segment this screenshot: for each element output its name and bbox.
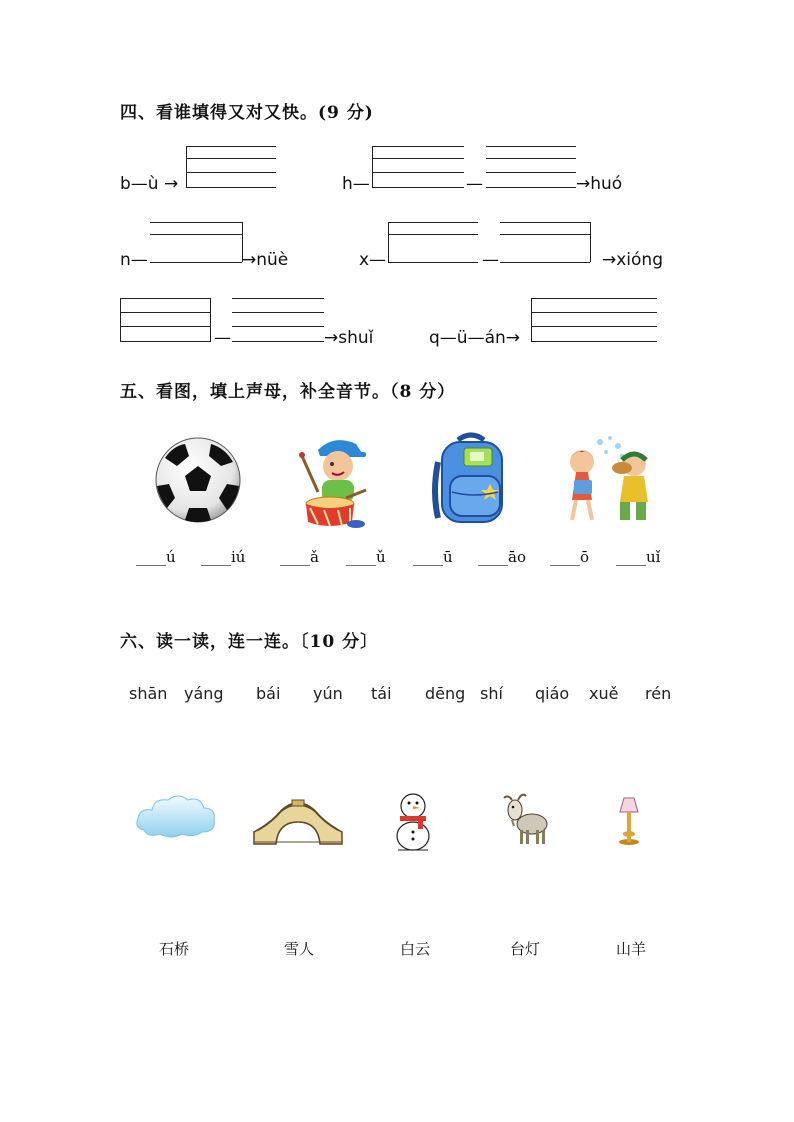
- pinyin-word[interactable]: dēng: [425, 684, 466, 703]
- cloud-picture[interactable]: [134, 792, 218, 842]
- syllable-end: →nüè: [242, 250, 289, 270]
- connector-dash: —: [482, 250, 499, 270]
- pinyin-word[interactable]: qiáo: [535, 684, 570, 703]
- goat-picture[interactable]: [502, 792, 552, 848]
- syllable-start: q—ü—án→: [429, 328, 521, 348]
- pinyin-word[interactable]: xuě: [589, 684, 619, 703]
- pinyin-word[interactable]: yún: [313, 684, 343, 703]
- chinese-word[interactable]: 白云: [400, 940, 431, 958]
- children-splashing-picture: [560, 434, 666, 528]
- table-lamp-picture[interactable]: [614, 796, 644, 846]
- fill-blank[interactable]: ____ō: [550, 548, 590, 566]
- syllable-start: x—: [359, 250, 387, 270]
- section4-title: 四、看谁填得又对又快。(9 分): [120, 103, 374, 123]
- stone-bridge-picture[interactable]: [250, 796, 346, 846]
- chinese-word[interactable]: 山羊: [616, 940, 647, 958]
- boy-drumming-picture: [294, 432, 374, 532]
- syllable-end: →shuǐ: [324, 328, 374, 348]
- syllable-end: →huó: [576, 174, 623, 194]
- pinyin-word[interactable]: rén: [645, 684, 672, 703]
- syllable-end: →xióng: [602, 250, 663, 270]
- pinyin-word[interactable]: yáng: [184, 684, 224, 703]
- pinyin-word[interactable]: shān: [129, 684, 168, 703]
- syllable-start: b—ù →: [120, 174, 179, 194]
- chinese-word[interactable]: 石桥: [159, 940, 190, 958]
- fill-blank[interactable]: ____āo: [478, 548, 526, 566]
- soccer-ball-picture: [153, 436, 243, 524]
- fill-blank[interactable]: ____uǐ: [616, 548, 661, 566]
- fill-blank[interactable]: ____ú: [136, 548, 176, 566]
- connector-dash: —: [466, 174, 483, 194]
- chinese-word[interactable]: 台灯: [510, 940, 541, 958]
- pinyin-word[interactable]: bái: [256, 684, 281, 703]
- fill-blank[interactable]: ____ǔ: [346, 548, 386, 566]
- fill-blank[interactable]: ____ū: [413, 548, 453, 566]
- section6-title: 六、读一读，连一连。〔10 分〕: [120, 632, 379, 652]
- school-backpack-picture: [428, 432, 514, 526]
- connector-dash: —: [214, 328, 231, 348]
- snowman-picture[interactable]: [390, 786, 436, 854]
- pinyin-word[interactable]: shí: [480, 684, 503, 703]
- syllable-start: n—: [120, 250, 148, 270]
- pinyin-word[interactable]: tái: [371, 684, 392, 703]
- syllable-start: h—: [342, 174, 370, 194]
- chinese-word[interactable]: 雪人: [284, 940, 315, 958]
- fill-blank[interactable]: ____iú: [201, 548, 246, 566]
- section5-title: 五、看图，填上声母，补全音节。（8 分）: [120, 382, 456, 402]
- fill-blank[interactable]: ____ǎ: [280, 548, 319, 566]
